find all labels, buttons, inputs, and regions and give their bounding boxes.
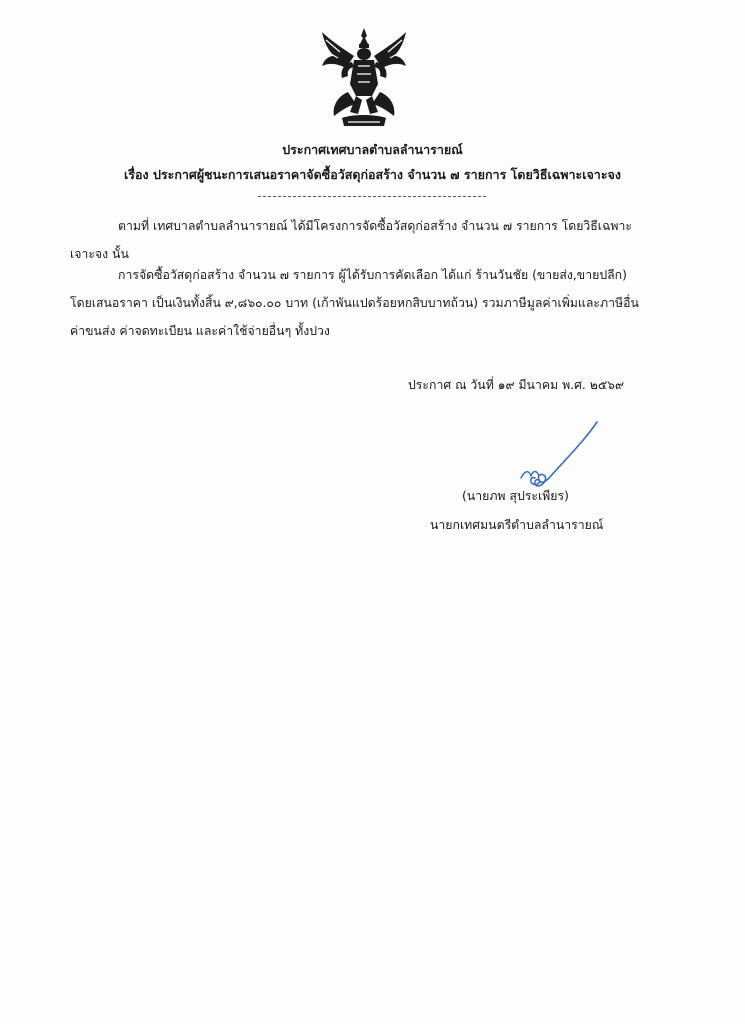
body-line-3: การจัดซื้อวัสดุก่อสร้าง จำนวน ๗ รายการ ผู้ได้รับการคัดเลือก ได้แก่ ร้านวันชัย (ขายส่ง,ขายปลีก) [118,268,627,282]
handwritten-signature [515,420,605,492]
body-line-2: เจาะจง นั้น [70,247,129,261]
divider-rule [258,196,486,197]
signer-title: นายกเทศมนตรีตำบลลำนารายณ์ [430,518,604,532]
body-line-4: โดยเสนอราคา เป็นเงินทั้งสิ้น ๙,๘๖๐.๐๐ บาท (เก้าพันแปดร้อยหกสิบบาทถ้วน) รวมภาษีมูลค่าเพิ่มและภาษีอื่น [70,296,639,310]
body-line-1: ตามที่ เทศบาลตำบลลำนารายณ์ ได้มีโครงการจัดซื้อวัสดุก่อสร้าง จำนวน ๗ รายการ โดยวิธีเฉพาะ [118,219,633,233]
announcement-title: ประกาศเทศบาลตำบลลำนารายณ์ [282,142,463,157]
garuda-emblem-icon [318,26,410,130]
signer-name: (นายภพ สุประเพียร) [462,489,569,503]
announcement-date: ประกาศ ณ วันที่ ๑๙ มีนาคม พ.ศ. ๒๕๖๙ [408,378,624,392]
body-line-5: ค่าขนส่ง ค่าจดทะเบียน และค่าใช้จ่ายอื่นๆ ทั้งปวง [70,324,330,338]
announcement-subject: เรื่อง ประกาศผู้ชนะการเสนอราคาจัดซื้อวัสดุก่อสร้าง จำนวน ๗ รายการ โดยวิธีเฉพาะเจาะจง [124,167,621,182]
